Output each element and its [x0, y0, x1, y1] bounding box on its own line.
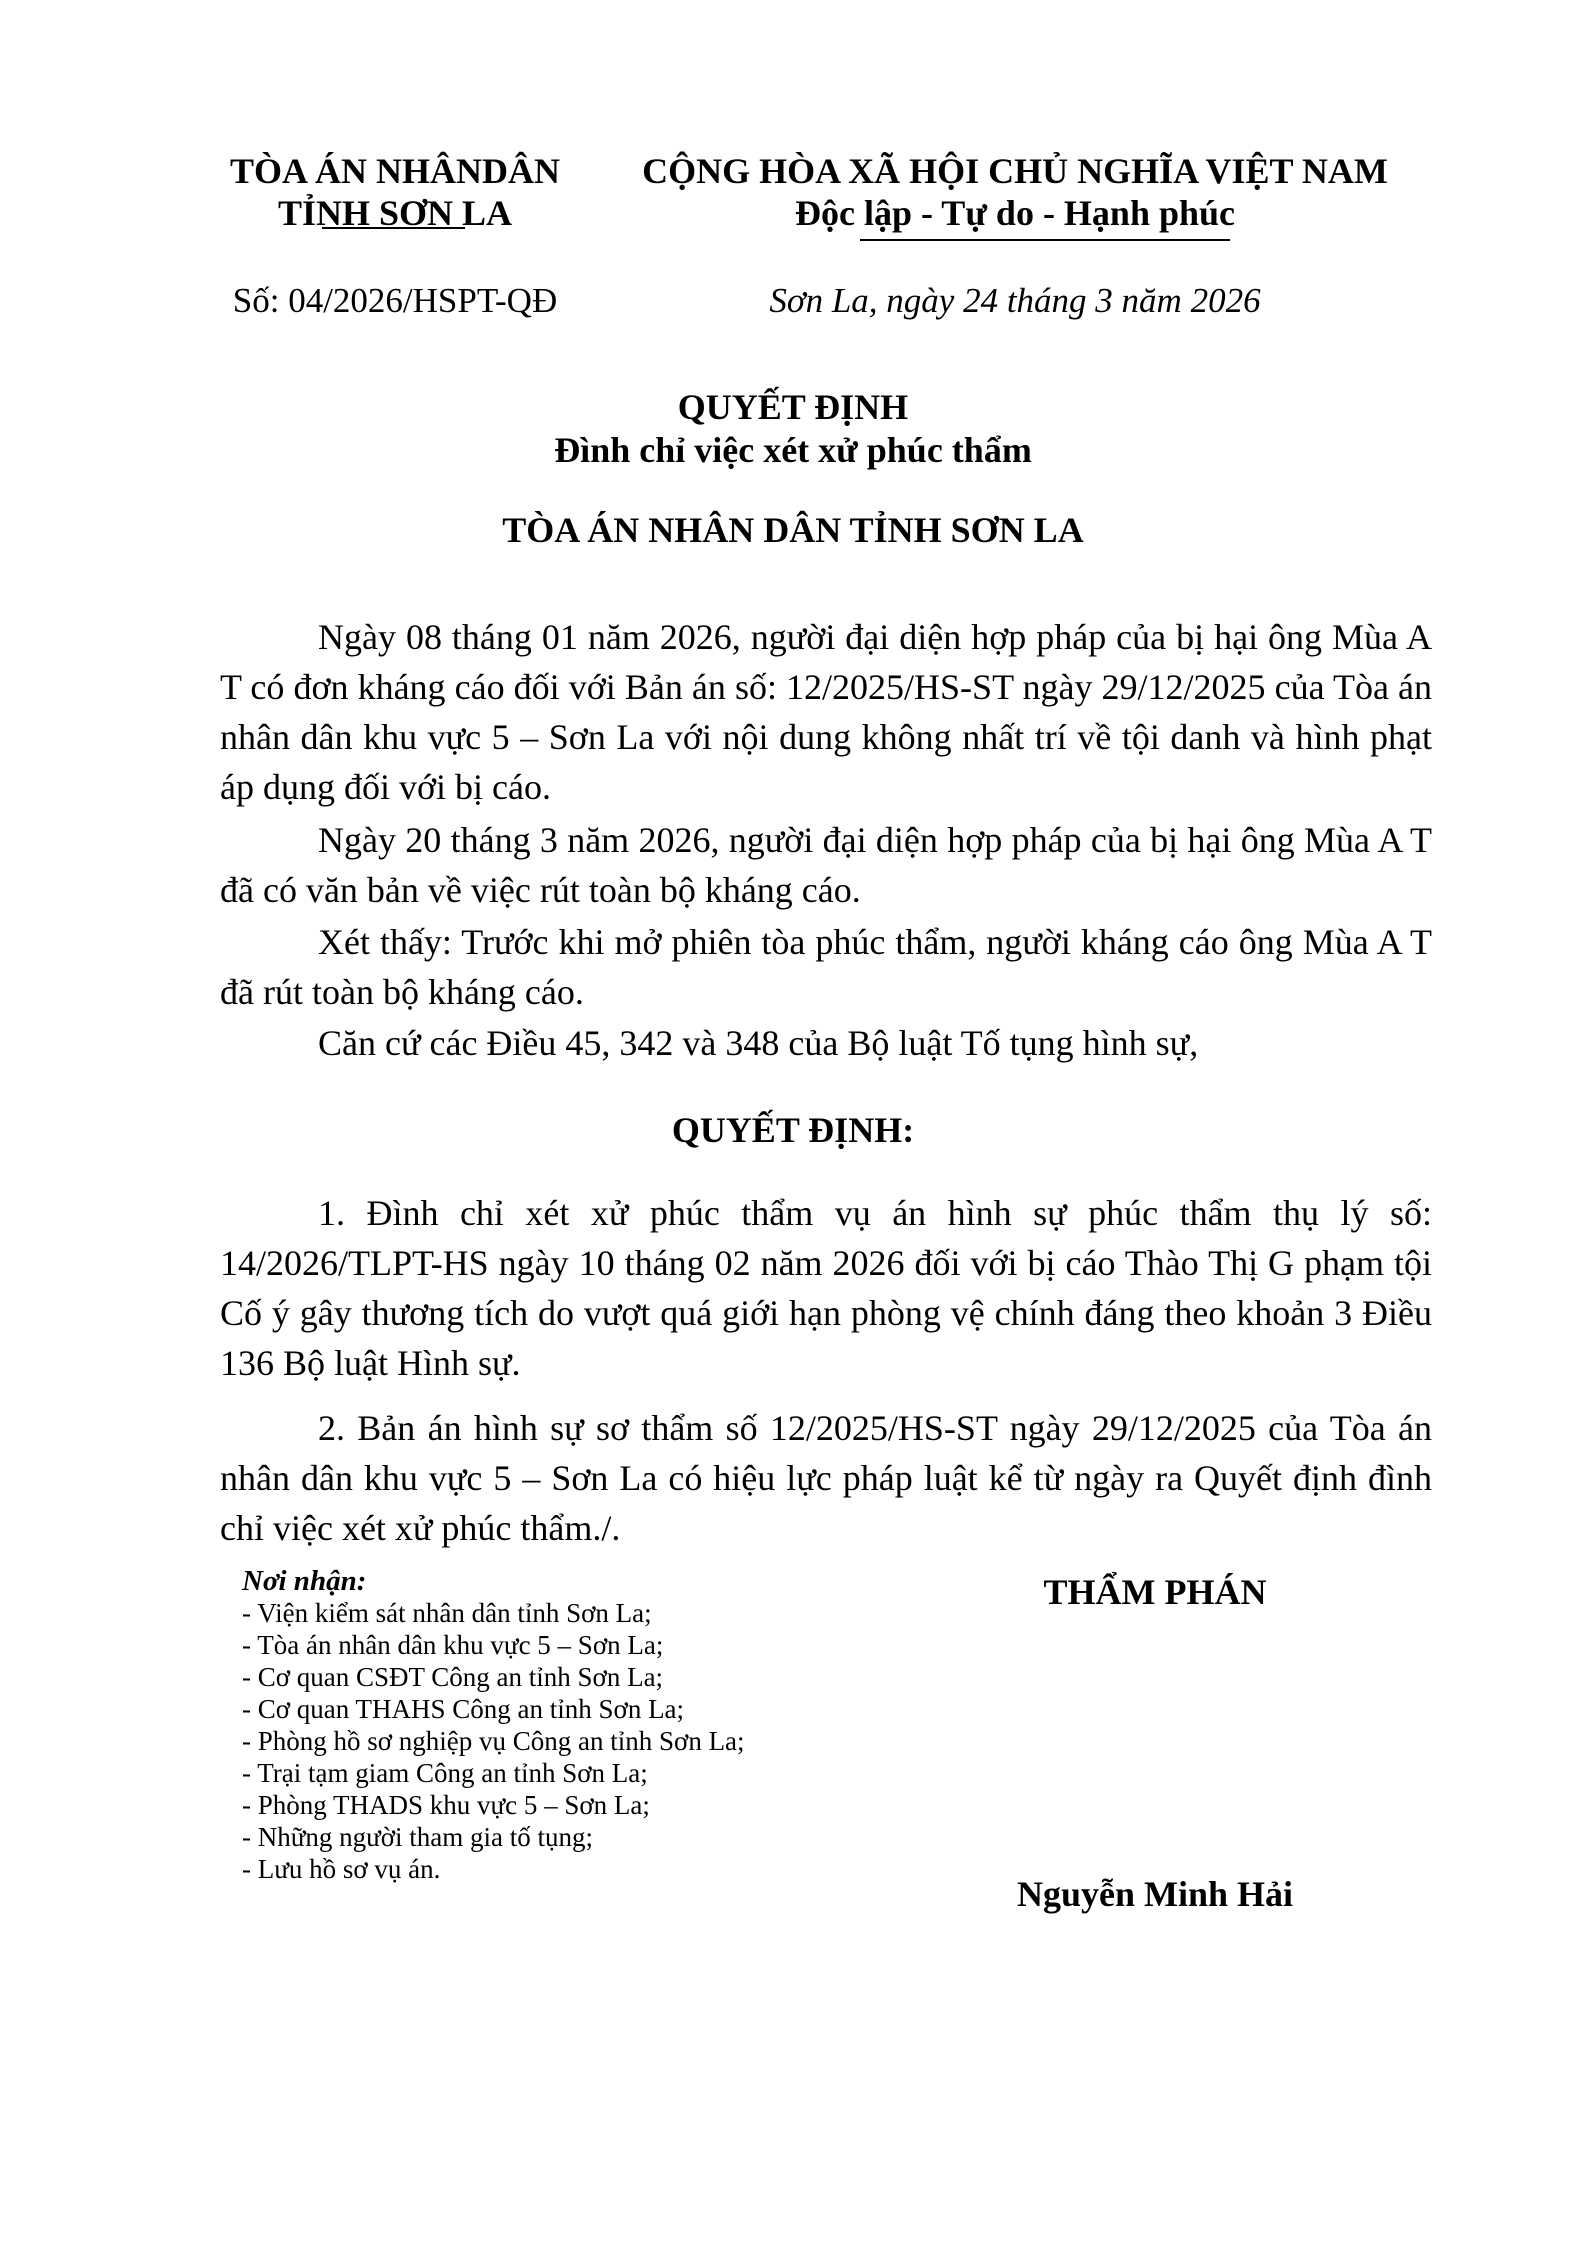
recipient-item: - Phòng THADS khu vực 5 – Sơn La;: [242, 1790, 650, 1820]
recipient-item: - Cơ quan CSĐT Công an tỉnh Sơn La;: [242, 1662, 664, 1692]
signer-name: Nguyễn Minh Hải: [1016, 1874, 1294, 1914]
national-motto: Độc lập - Tự do - Hạnh phúc: [794, 193, 1236, 233]
document-number: Số: 04/2026/HSPT-QĐ: [232, 281, 558, 320]
signer-title: THẨM PHÁN: [1043, 1572, 1267, 1612]
issuing-court-underline: [322, 227, 465, 229]
national-motto-underline: [860, 239, 1230, 241]
recipients-list: [242, 1597, 882, 1885]
recipients-block: [242, 1565, 882, 1885]
body-paragraph: Ngày 20 tháng 3 năm 2026, người đại diện hợp pháp của bị hại ông Mùa A T đã có văn bản về việc rút toàn bộ kháng cáo.: [220, 820, 1432, 910]
decision-item: 2. Bản án hình sự sơ thẩm số 12/2025/HS-ST ngày 29/12/2025 của Tòa án nhân dân khu vực 5 – Sơn La có hiệu lực pháp luật kể từ ngày ra Quyết định đình chỉ việc xét xử phúc thẩm./.: [220, 1408, 1432, 1548]
recipient-item: - Tòa án nhân dân khu vực 5 – Sơn La;: [242, 1630, 664, 1660]
document-date: Sơn La, ngày 24 tháng 3 năm 2026: [769, 281, 1261, 320]
document-title: QUYẾT ĐỊNH: [677, 387, 909, 427]
recipient-item: - Lưu hồ sơ vụ án.: [242, 1854, 441, 1884]
court-heading: TÒA ÁN NHÂN DÂN TỈNH SƠN LA: [502, 510, 1084, 550]
recipient-item: - Viện kiểm sát nhân dân tỉnh Sơn La;: [242, 1598, 652, 1628]
legal-basis-paragraph: Căn cứ các Điều 45, 342 và 348 của Bộ luật Tố tụng hình sự,: [318, 1023, 1199, 1063]
decision-item: 1. Đình chỉ xét xử phúc thẩm vụ án hình sự phúc thẩm thụ lý số: 14/2026/TLPT-HS ngày 10 tháng 02 năm 2026 đối với bị cáo Thào Thị G phạm tội Cố ý gây thương tích do vượt quá giới hạn phòng vệ chính đáng theo khoản 3 Điều 136 Bộ luật Hình sự.: [220, 1193, 1432, 1383]
issuing-court-province: TỈNH SƠN LA: [277, 193, 513, 233]
body-paragraph: Ngày 08 tháng 01 năm 2026, người đại diện hợp pháp của bị hại ông Mùa A T có đơn kháng cáo đối với Bản án số: 12/2025/HS-ST ngày 29/12/2025 của Tòa án nhân dân khu vực 5 – Sơn La với nội dung không nhất trí về tội danh và hình phạt áp dụng đối với bị cáo.: [220, 617, 1432, 807]
issuing-court-block: [200, 150, 590, 234]
issuing-court-name: TÒA ÁN NHÂNDÂN: [229, 151, 560, 191]
recipients-title: Nơi nhận:: [242, 1565, 367, 1597]
body-paragraph: Xét thấy: Trước khi mở phiên tòa phúc thẩm, người kháng cáo ông Mùa A T đã rút toàn bộ kháng cáo.: [220, 922, 1432, 1012]
recipient-item: - Trại tạm giam Công an tỉnh Sơn La;: [242, 1758, 648, 1788]
document-subtitle: Đình chỉ việc xét xử phúc thẩm: [554, 430, 1032, 470]
recipient-item: - Cơ quan THAHS Công an tỉnh Sơn La;: [242, 1694, 685, 1724]
national-header-block: [620, 150, 1410, 234]
recipient-item: - Phòng hồ sơ nghiệp vụ Công an tỉnh Sơn La;: [242, 1726, 745, 1756]
recipient-item: - Những người tham gia tố tụng;: [242, 1822, 594, 1852]
national-name: CỘNG HÒA XÃ HỘI CHỦ NGHĨA VIỆT NAM: [642, 151, 1388, 191]
decision-heading: QUYẾT ĐỊNH:: [671, 1110, 915, 1150]
